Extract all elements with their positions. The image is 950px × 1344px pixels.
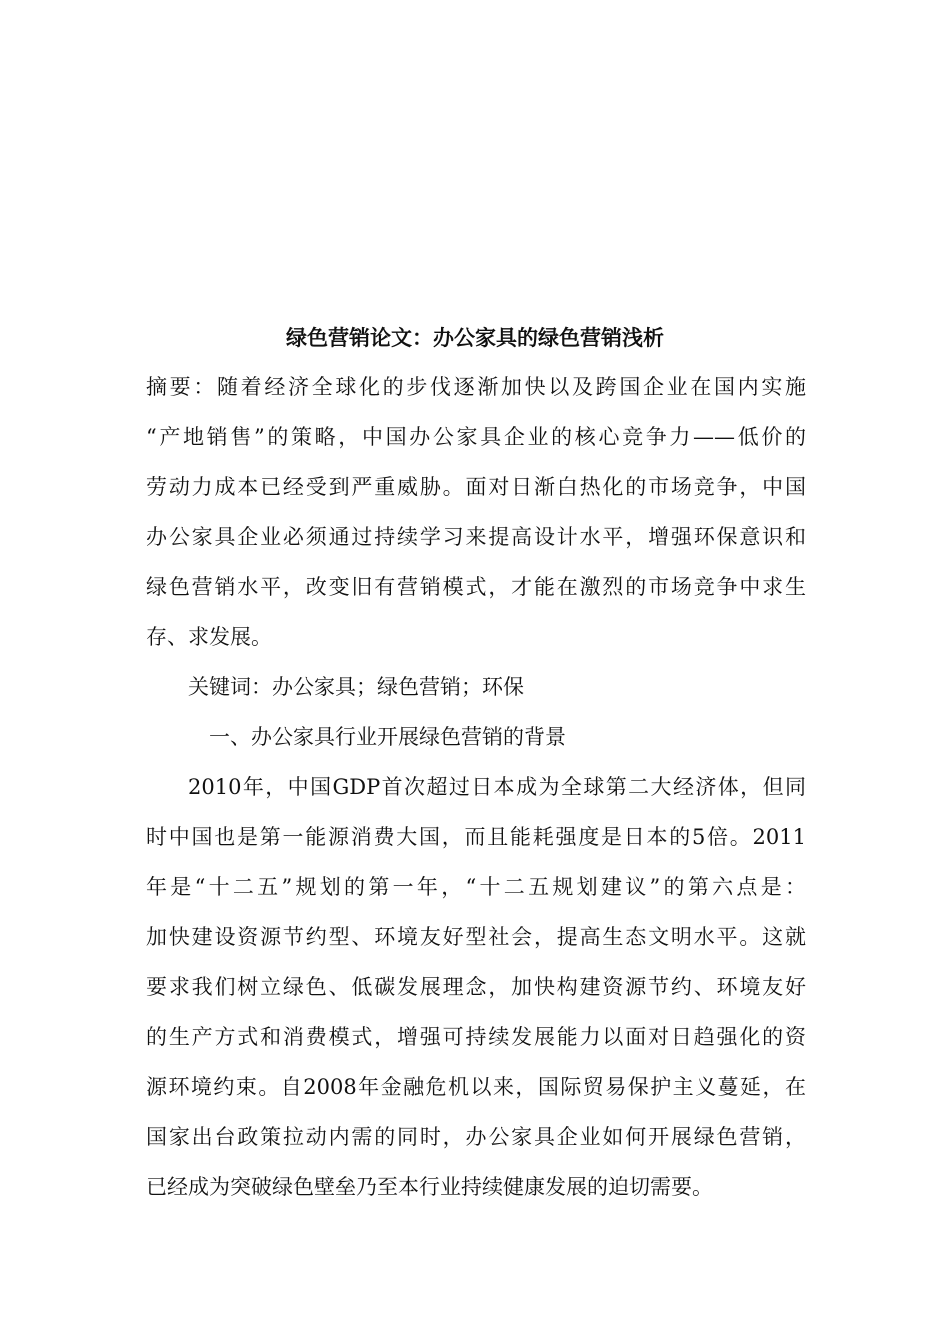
document-title: 绿色营销论文：办公家具的绿色营销浅析 (286, 325, 664, 350)
body-line: 源环境约束。自2008年金融危机以来，国际贸易保护主义蔓延，在 (146, 1075, 806, 1099)
body-line: 国家出台政策拉动内需的同时，办公家具企业如何开展绿色营销， (146, 1125, 806, 1149)
abstract-line: “产地销售”的策略，中国办公家具企业的核心竞争力——低价的 (146, 425, 806, 449)
body-line: 2010年，中国GDP首次超过日本成为全球第二大经济体，但同 (188, 775, 806, 799)
body-line: 的生产方式和消费模式，增强可持续发展能力以面对日趋强化的资 (146, 1025, 806, 1049)
keywords: 关键词：办公家具；绿色营销；环保 (188, 675, 524, 699)
abstract-line: 办公家具企业必须通过持续学习来提高设计水平，增强环保意识和 (146, 525, 806, 549)
body-line: 加快建设资源节约型、环境友好型社会，提高生态文明水平。这就 (146, 925, 806, 949)
body-line: 时中国也是第一能源消费大国，而且能耗强度是日本的5倍。2011 (146, 825, 806, 849)
abstract-line: 摘要：随着经济全球化的步伐逐渐加快以及跨国企业在国内实施 (146, 375, 806, 399)
abstract-line: 劳动力成本已经受到严重威胁。面对日渐白热化的市场竞争，中国 (146, 475, 806, 499)
body-line: 要求我们树立绿色、低碳发展理念，加快构建资源节约、环境友好 (146, 975, 806, 999)
abstract-line: 绿色营销水平，改变旧有营销模式，才能在激烈的市场竞争中求生 (146, 575, 806, 599)
body-line: 已经成为突破绿色壁垒乃至本行业持续健康发展的迫切需要。 (146, 1175, 713, 1199)
abstract-line: 存、求发展。 (146, 625, 272, 649)
section-heading: 一、办公家具行业开展绿色营销的背景 (209, 725, 566, 749)
body-line: 年是“十二五”规划的第一年，“十二五规划建议”的第六点是： (146, 875, 806, 899)
